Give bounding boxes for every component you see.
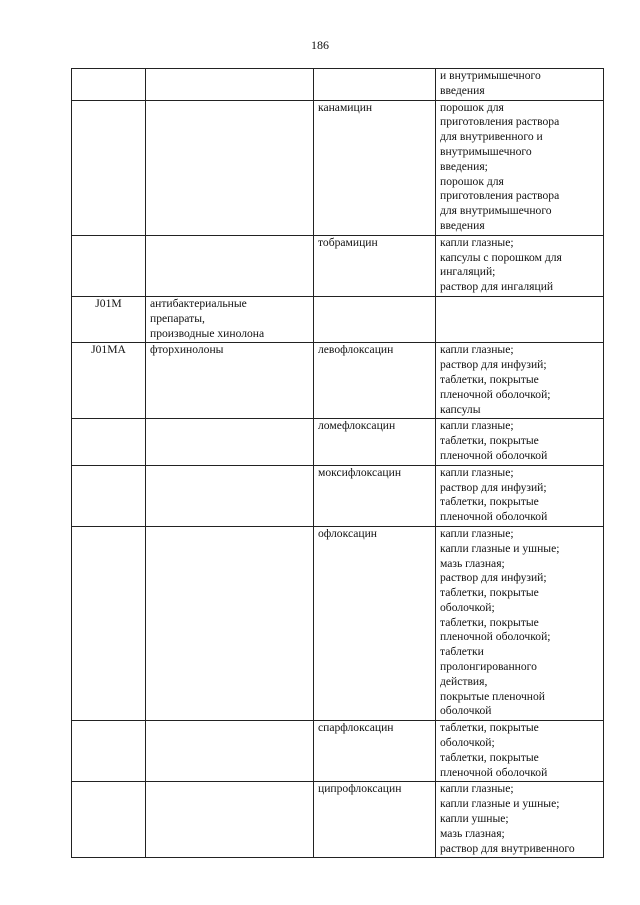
dosage-forms-cell [436,296,604,342]
atc-code-cell [72,782,146,858]
dosage-form-line: порошок для [440,174,504,188]
dosage-form-line: пролонгированного [440,660,537,674]
dosage-form-line: введения [440,218,485,232]
group-cell [146,782,314,858]
dosage-form-line: раствор для инфузий; [440,480,547,494]
dosage-form-line: капли глазные; [440,343,514,357]
drug-name-cell [314,296,436,342]
group-cell [146,419,314,465]
dosage-form-line: для внутримышечного [440,204,552,218]
dosage-form-line: раствор для инфузий; [440,358,547,372]
dosage-forms-cell [436,419,604,465]
drug-name-cell: офлоксацин [314,526,436,720]
group-cell [146,343,314,419]
dosage-form-line: капли ушные; [440,812,509,826]
drug-name-cell: ципрофлоксацин [314,782,436,858]
table-row [72,721,604,782]
dosage-form-line: таблетки, покрытые [440,721,539,735]
dosage-forms-cell [436,782,604,858]
dosage-forms-cell [436,465,604,526]
dosage-form-line: таблетки, покрытые [440,750,539,764]
dosage-form-line: капли глазные; [440,526,514,540]
dosage-form-line: введения [440,83,485,97]
atc-code-cell [72,100,146,235]
group-cell [146,465,314,526]
atc-code-cell [72,526,146,720]
dosage-forms-cell [436,343,604,419]
dosage-form-line: покрытые пленочной [440,689,545,703]
group-line: производные хинолона [150,326,265,340]
dosage-form-line: введения; [440,159,488,173]
drug-name-cell: канамицин [314,100,436,235]
dosage-forms-cell [436,69,604,101]
atc-code-cell: J01M [72,296,146,342]
atc-code-cell [72,69,146,101]
dosage-form-line: мазь глазная; [440,556,505,570]
table-row [72,100,604,235]
dosage-form-line: мазь глазная; [440,826,505,840]
group-cell [146,526,314,720]
table-row [72,343,604,419]
dosage-form-line: для внутривенного и [440,130,543,144]
dosage-forms-cell [436,100,604,235]
drug-name-cell: ломефлоксацин [314,419,436,465]
drug-name-cell: спарфлоксацин [314,721,436,782]
group-cell [146,69,314,101]
dosage-form-line: капсулы [440,402,481,416]
table-row [72,465,604,526]
table-row [72,296,604,342]
dosage-form-line: таблетки [440,645,484,659]
dosage-form-line: действия, [440,674,488,688]
group-line: фторхинолоны [150,343,224,357]
dosage-form-line: пленочной оболочкой [440,510,548,524]
group-line: антибактериальные [150,296,247,310]
dosage-form-line: раствор для внутривенного [440,841,575,855]
drug-name-cell: левофлоксацин [314,343,436,419]
atc-code-cell: J01MA [72,343,146,419]
dosage-form-line: таблетки, покрытые [440,434,539,448]
dosage-form-line: ингаляций; [440,265,496,279]
dosage-forms-cell [436,721,604,782]
table-row [72,69,604,101]
atc-code-cell [72,721,146,782]
dosage-form-line: таблетки, покрытые [440,586,539,600]
drug-table [71,68,604,858]
dosage-form-line: оболочкой [440,704,492,718]
dosage-form-line: и внутримышечного [440,69,541,82]
dosage-form-line: пленочной оболочкой; [440,387,551,401]
group-cell [146,100,314,235]
dosage-form-line: пленочной оболочкой; [440,630,551,644]
table-row [72,235,604,296]
drug-name-cell: моксифлоксацин [314,465,436,526]
dosage-form-line: капли глазные; [440,782,514,796]
table-row [72,419,604,465]
dosage-form-line: таблетки, покрытые [440,372,539,386]
dosage-form-line: оболочкой; [440,736,495,750]
atc-code-cell [72,465,146,526]
dosage-form-line: пленочной оболочкой [440,448,548,462]
table-row [72,782,604,858]
table-row [72,526,604,720]
page-number: 186 [311,38,329,52]
group-cell [146,721,314,782]
dosage-forms-cell [436,526,604,720]
dosage-form-line: капли глазные; [440,465,514,479]
dosage-form-line: капли глазные; [440,419,514,433]
dosage-form-line: оболочкой; [440,600,495,614]
dosage-form-line: порошок для [440,100,504,114]
drug-name-cell [314,69,436,101]
dosage-form-line: раствор для инфузий; [440,571,547,585]
dosage-form-line: внутримышечного [440,144,532,158]
group-line: препараты, [150,311,205,325]
dosage-form-line: капли глазные; [440,235,514,249]
dosage-form-line: приготовления раствора [440,189,560,203]
dosage-forms-cell [436,235,604,296]
group-cell [146,235,314,296]
atc-code-cell [72,419,146,465]
dosage-form-line: капли глазные и ушные; [440,797,560,811]
dosage-form-line: пленочной оболочкой [440,765,548,779]
atc-code-cell [72,235,146,296]
dosage-form-line: раствор для ингаляций [440,280,554,294]
table-body [72,69,604,858]
drug-name-cell: тобрамицин [314,235,436,296]
dosage-form-line: приготовления раствора [440,115,560,129]
dosage-form-line: таблетки, покрытые [440,495,539,509]
dosage-form-line: капли глазные и ушные; [440,541,560,555]
group-cell [146,296,314,342]
dosage-form-line: таблетки, покрытые [440,615,539,629]
dosage-form-line: капсулы с порошком для [440,250,562,264]
